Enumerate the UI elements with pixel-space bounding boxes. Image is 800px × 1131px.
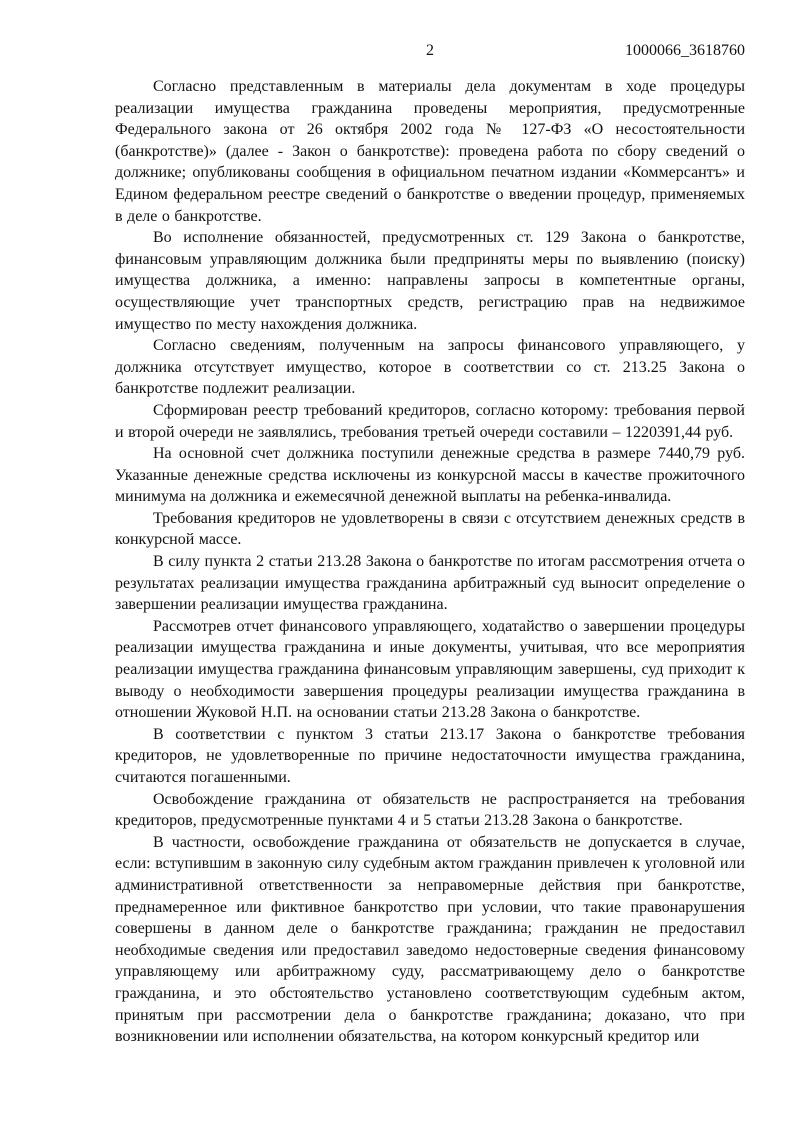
page-number: 2 — [426, 42, 434, 59]
document-body — [115, 76, 745, 1048]
paragraph: В соответствии с пунктом 3 статьи 213.17 Закона о банкротстве требования кредиторов, не удовлетворенные по причине недостаточности имущества гражданина, считаются погашенными. — [115, 725, 745, 786]
paragraph: На основной счет должника поступили денежные средства в размере 7440,79 руб. Указанные денежные средства исключены из конкурсной массы в качестве прожиточного минимума на должника и ежемесячной денежной выплаты на ребенка-инвалида. — [115, 445, 745, 506]
document-id: 1000066_3618760 — [625, 42, 745, 59]
paragraph: Согласно сведениям, полученным на запросы финансового управляющего, у должника отсутствует имущество, которое в соответствии со ст. 213.25 Закона о банкротстве подлежит реализации. — [115, 337, 745, 398]
paragraph: В частности, освобождение гражданина от обязательств не допускается в случае, если: вступившим в законную силу судебным актом гражданин привлечен к уголовной или административной ответственности за неправомерные действия при банкротстве, преднамеренное или фиктивное банкротство при условии, что такие правонарушения совершены в данном деле о банкротстве гражданина; гражданин не предоставил необходимые сведения или предоставил заведомо недостоверные сведения финансовому управляющему или арбитражному суду, рассматривающему дело о банкротстве гражданина, и это обстоятельство установлено соответствующим судебным актом, принятым при рассмотрении дела о банкротстве гражданина; доказано, что при возникновении или исполнении обязательства, на котором конкурсный кредитор или — [115, 833, 745, 1046]
paragraph: Рассмотрев отчет финансового управляющего, ходатайство о завершении процедуры реализации имущества гражданина и иные документы, учитывая, что все мероприятия реализации имущества гражданина финансовым управляющим завершены, суд приходит к выводу о необходимости завершения процедуры реализации имущества гражданина в отношении Жуковой Н.П. на основании статьи 213.28 Закона о банкротстве. — [115, 617, 745, 722]
paragraph: Требования кредиторов не удовлетворены в связи с отсутствием денежных средств в конкурсной массе. — [115, 509, 745, 549]
paragraph: В силу пункта 2 статьи 213.28 Закона о банкротстве по итогам рассмотрения отчета о результатах реализации имущества гражданина арбитражный суд выносит определение о завершении реализации имущества гражданина. — [115, 553, 745, 614]
paragraph: Освобождение гражданина от обязательств не распространяется на требования кредиторов, предусмотренные пунктами 4 и 5 статьи 213.28 Закона о банкротстве. — [115, 790, 745, 830]
paragraph: Сформирован реестр требований кредиторов, согласно которому: требования первой и второй очереди не заявлялись, требования третьей очереди составили – 1220391,44 руб. — [115, 401, 745, 441]
paragraph: Во исполнение обязанностей, предусмотренных ст. 129 Закона о банкротстве, финансовым управляющим должника были предприняты меры по выявлению (поиску) имущества должника, а именно: направлены запросы в компетентные органы, осуществляющие учет транспортных средств, регистрацию прав на недвижимое имущество по месту нахождения должника. — [115, 229, 745, 333]
page-header — [115, 42, 745, 62]
paragraph: Согласно представленным в материалы дела документам в ходе процедуры реализации имущества гражданина проведены мероприятия, предусмотренные Федерального закона от 26 октября 2002 года № 127-ФЗ «О несостоятельности (банкротстве)» (далее - Закон о банкротстве): проведена работа по сбору сведений о должнике; опубликованы сообщения в официальном печатном издании «Коммерсантъ» и Едином федеральном реестре сведений о банкротстве о введении процедур, применяемых в деле о банкротстве. — [115, 78, 745, 225]
